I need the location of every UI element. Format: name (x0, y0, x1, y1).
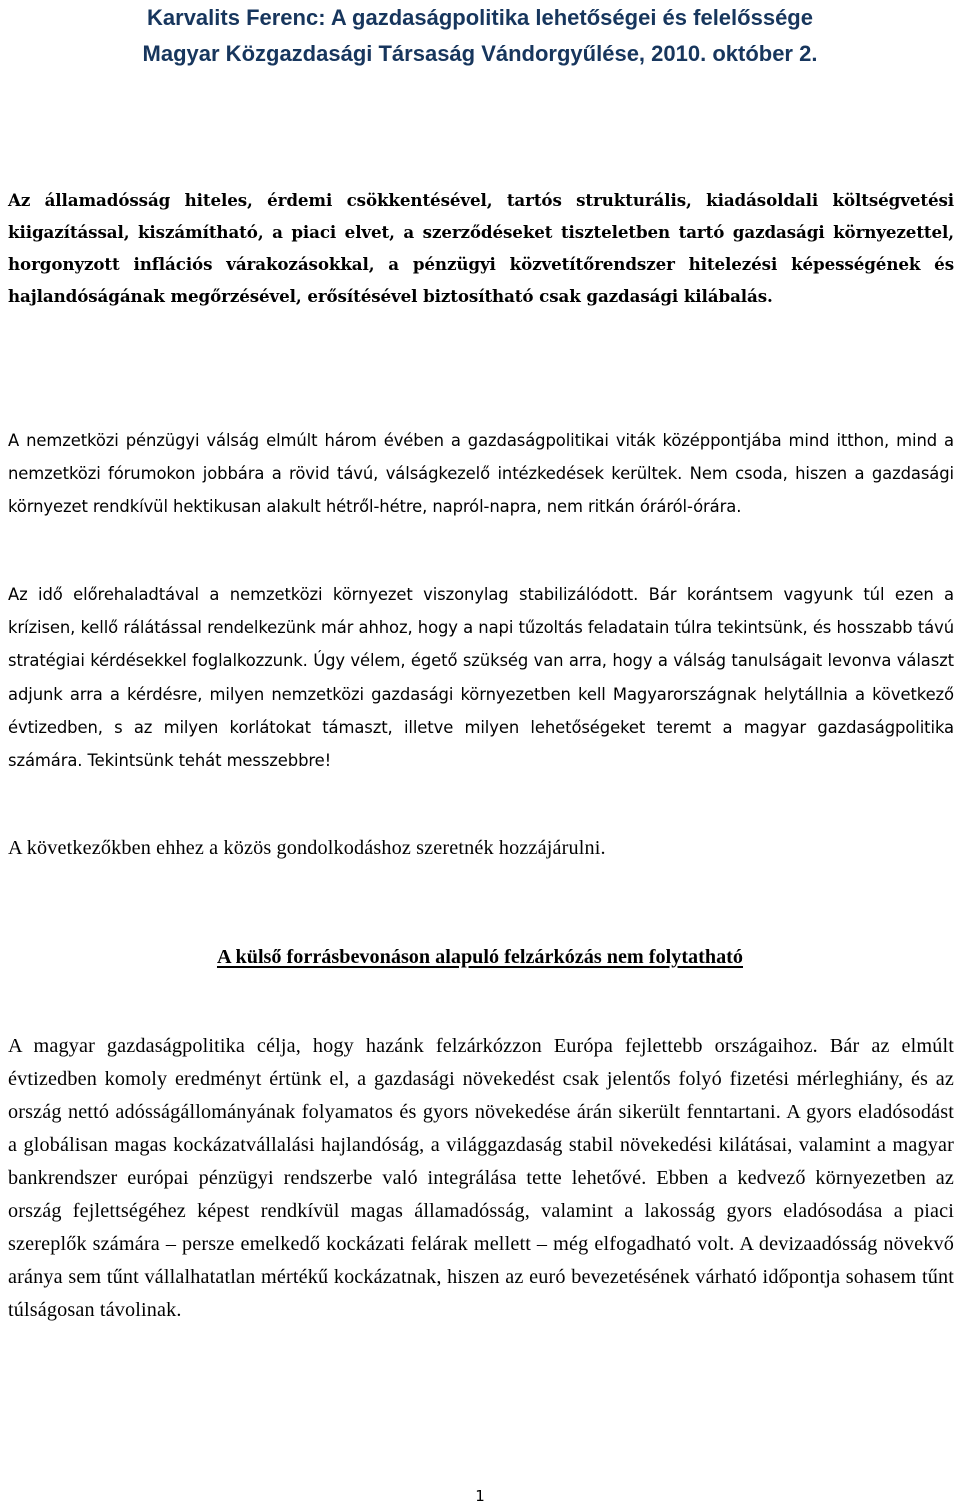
section-heading: A külső forrásbevonáson alapuló felzárkózás nem folytatható (216, 946, 743, 968)
abstract-paragraph: Az államadósság hiteles, érdemi csökkentésével, tartós strukturális, kiadásoldali költségvetési kiigazítással, kiszámítható, a piaci elvet, a szerződéseket tiszteletben tartó gazdasági környezettel, horgonyzott inflációs várakozásokkal, a pénzügyi közvetítőrendszer hitelezési képességének és hajlandóságának megőrzésével, erősítésével biztosítható csak gazdasági kilábalás. (8, 190, 954, 306)
body-paragraph-2: Az idő előrehaladtával a nemzetközi környezet viszonylag stabilizálódott. Bár korántsem vagyunk túl ezen a krízisen, kellő rálátással rendelkezünk már ahhoz, hogy a napi tűzoltás feladatain túlra tekintsünk, és hosszabb távú stratégiai kérdésekkel foglalkozzunk. Úgy vélem, égető szükség van arra, hogy a válság tanulságait levonva választ adjunk arra a kérdésre, milyen nemzetközi gazdasági környezetben kell Magyarországnak helytállnia a következő évtizedben, s az milyen korlátokat támaszt, illetve milyen lehetőségeket teremt a magyar gazdaságpolitika számára. Tekintsünk tehát messzebbre! (8, 585, 954, 771)
body-paragraph-3: A következőkben ehhez a közös gondolkodáshoz szeretnék hozzájárulni. (8, 837, 606, 859)
body-paragraph-1: A nemzetközi pénzügyi válság elmúlt három évében a gazdaságpolitikai viták középpontjába mind itthon, mind a nemzetközi fórumokon jobbára a rövid távú, válságkezelő intézkedések kerültek. Nem csoda, hiszen a gazdasági környezet rendkívül hektikusan alakult hétről-hétre, napról-napra, nem ritkán óráról-órára. (8, 431, 954, 517)
body-paragraph-4: A magyar gazdaságpolitika célja, hogy hazánk felzárkózzon Európa fejlettebb országaihoz. Bár az elmúlt évtizedben komoly eredményt értünk el, a gazdasági növekedést csak jelentős folyó fizetési mérleghiány, és az ország nettó adósságállományának folyamatos és gyors növekedése árán sikerült fenntartani. A gyors eladósodást a globálisan magas kockázatvállalási hajlandóság, a világgazdaság stabil növekedési kilátásai, valamint a magyar bankrendszer európai pénzügyi rendszerbe való integrálása tette lehetővé. Ebben a kedvező környezetben az ország fejlettségéhez képest rendkívül magas államadósság, valamint a lakosság gyors eladósodása a piaci szereplők számára – persze emelkedő kockázati felárak mellett – még elfogadható volt. A devizaadósság növekvő aránya sem tűnt vállalhatatlan mértékű kockázatnak, hiszen az euró bevezetésének várható időpontja sohasem tűnt túlságosan távolinak. (8, 1035, 954, 1321)
page-number: 1 (475, 1487, 485, 1505)
header-title-line: Karvalits Ferenc: A gazdaságpolitika lehetőségei és felelőssége (147, 5, 813, 30)
header-event-line: Magyar Közgazdasági Társaság Vándorgyűlése, 2010. október 2. (142, 41, 818, 66)
document-header (0, 0, 960, 72)
